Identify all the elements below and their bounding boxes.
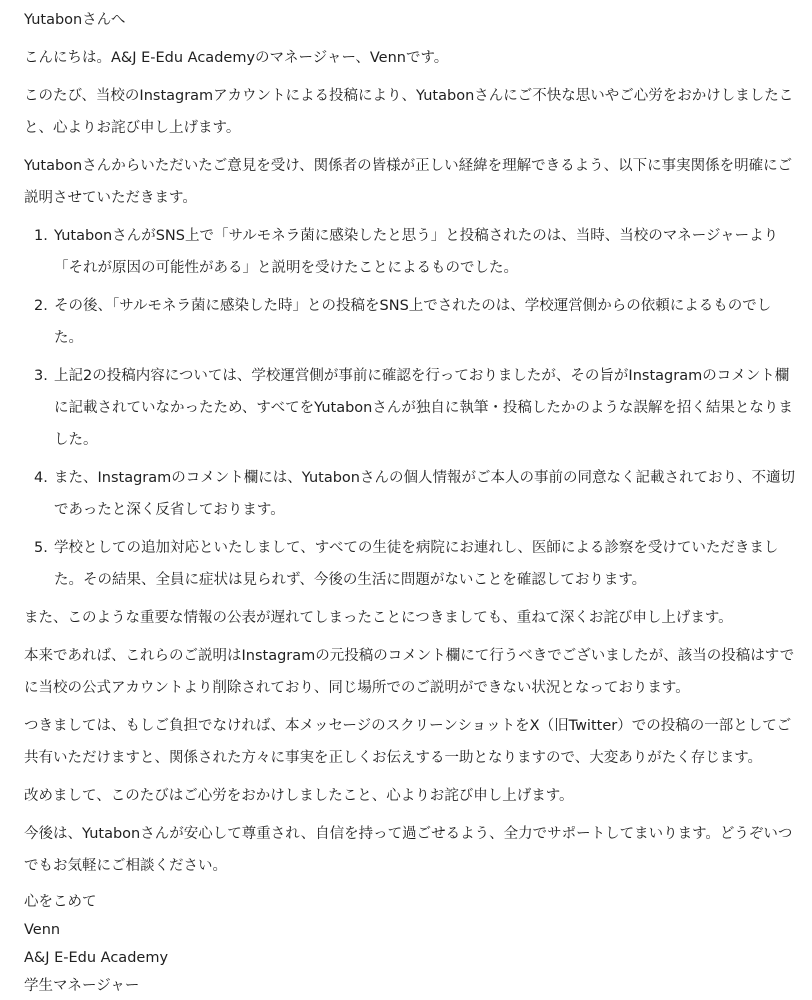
signature-closing: 心をこめて: [24, 894, 97, 910]
list-item: [24, 220, 798, 284]
list-item: [24, 360, 798, 456]
explanation-paragraph: 本来であれば、これらのご説明はInstagramの元投稿のコメント欄にて行うべきでございましたが、該当の投稿はすでに当校の公式アカウントより削除されており、同じ場所でのご説明ができない状況となっております。: [24, 648, 795, 696]
request-paragraph: つきましては、もしご負担でなければ、本メッセージのスクリーンショットをX（旧Twitter）での投稿の一部としてご共有いただけますと、関係された方々に事実を正しくお伝えする一助となりますので、大変ありがたく存じます。: [24, 718, 792, 766]
signature-block: [24, 888, 798, 1000]
apology-paragraph: このたび、当校のInstagramアカウントによる投稿により、Yutabonさんにご不快な思いやご心労をおかけしましたこと、心よりお詫び申し上げます。: [24, 88, 794, 136]
list-item-number: 2.: [34, 298, 48, 314]
addressee: Yutabonさんへ: [24, 12, 126, 28]
signature-role: 学生マネージャー: [24, 978, 140, 994]
list-item-text: 学校としての追加対応といたしまして、すべての生徒を病院にお連れし、医師による診察を受けていただきました。その結果、全員に症状は見られず、今後の生活に問題がないことを確認しております。: [54, 540, 779, 588]
list-item: [24, 462, 798, 526]
list-item-text: その後、「サルモネラ菌に感染した時」との投稿をSNS上でされたのは、学校運営側からの依頼によるものでした。: [54, 298, 772, 346]
list-item: [24, 532, 798, 596]
list-item-number: 5.: [34, 540, 48, 556]
facts-list: [24, 220, 798, 596]
context-paragraph: Yutabonさんからいただいたご意見を受け、関係者の皆様が正しい経緯を理解できるよう、以下に事実関係を明確にご説明させていただきます。: [24, 158, 793, 206]
list-item-number: 1.: [34, 228, 48, 244]
list-item-text: YutabonさんがSNS上で「サルモネラ菌に感染したと思う」と投稿されたのは、当時、当校のマネージャーより「それが原因の可能性がある」と説明を受けたことによるものでした。: [54, 228, 779, 276]
list-item-text: 上記2の投稿内容については、学校運営側が事前に確認を行っておりましたが、その旨がInstagramのコメント欄に記載されていなかったため、すべてをYutabonさんが独自に執筆・投稿したかのような誤解を招く結果となりました。: [54, 368, 793, 448]
intro-paragraph: こんにちは。A&J E-Edu Academyのマネージャー、Vennです。: [24, 50, 449, 66]
list-item-number: 4.: [34, 470, 48, 486]
list-item-number: 3.: [34, 368, 48, 384]
signature-name: Venn: [24, 922, 61, 938]
list-item-text: また、Instagramのコメント欄には、Yutabonさんの個人情報がご本人の事前の同意なく記載されており、不適切であったと深く反省しております。: [54, 470, 795, 518]
closing-apology-paragraph: 改めまして、このたびはご心労をおかけしましたこと、心よりお詫び申し上げます。: [24, 788, 574, 804]
list-item: [24, 290, 798, 354]
delay-apology-paragraph: また、このような重要な情報の公表が遅れてしまったことにつきましても、重ねて深くお詫び申し上げます。: [24, 610, 733, 626]
support-paragraph: 今後は、Yutabonさんが安心して尊重され、自信を持って過ごせるよう、全力でサポートしてまいります。どうぞいつでもお気軽にご相談ください。: [24, 826, 793, 874]
signature-organization: A&J E-Edu Academy: [24, 950, 169, 966]
